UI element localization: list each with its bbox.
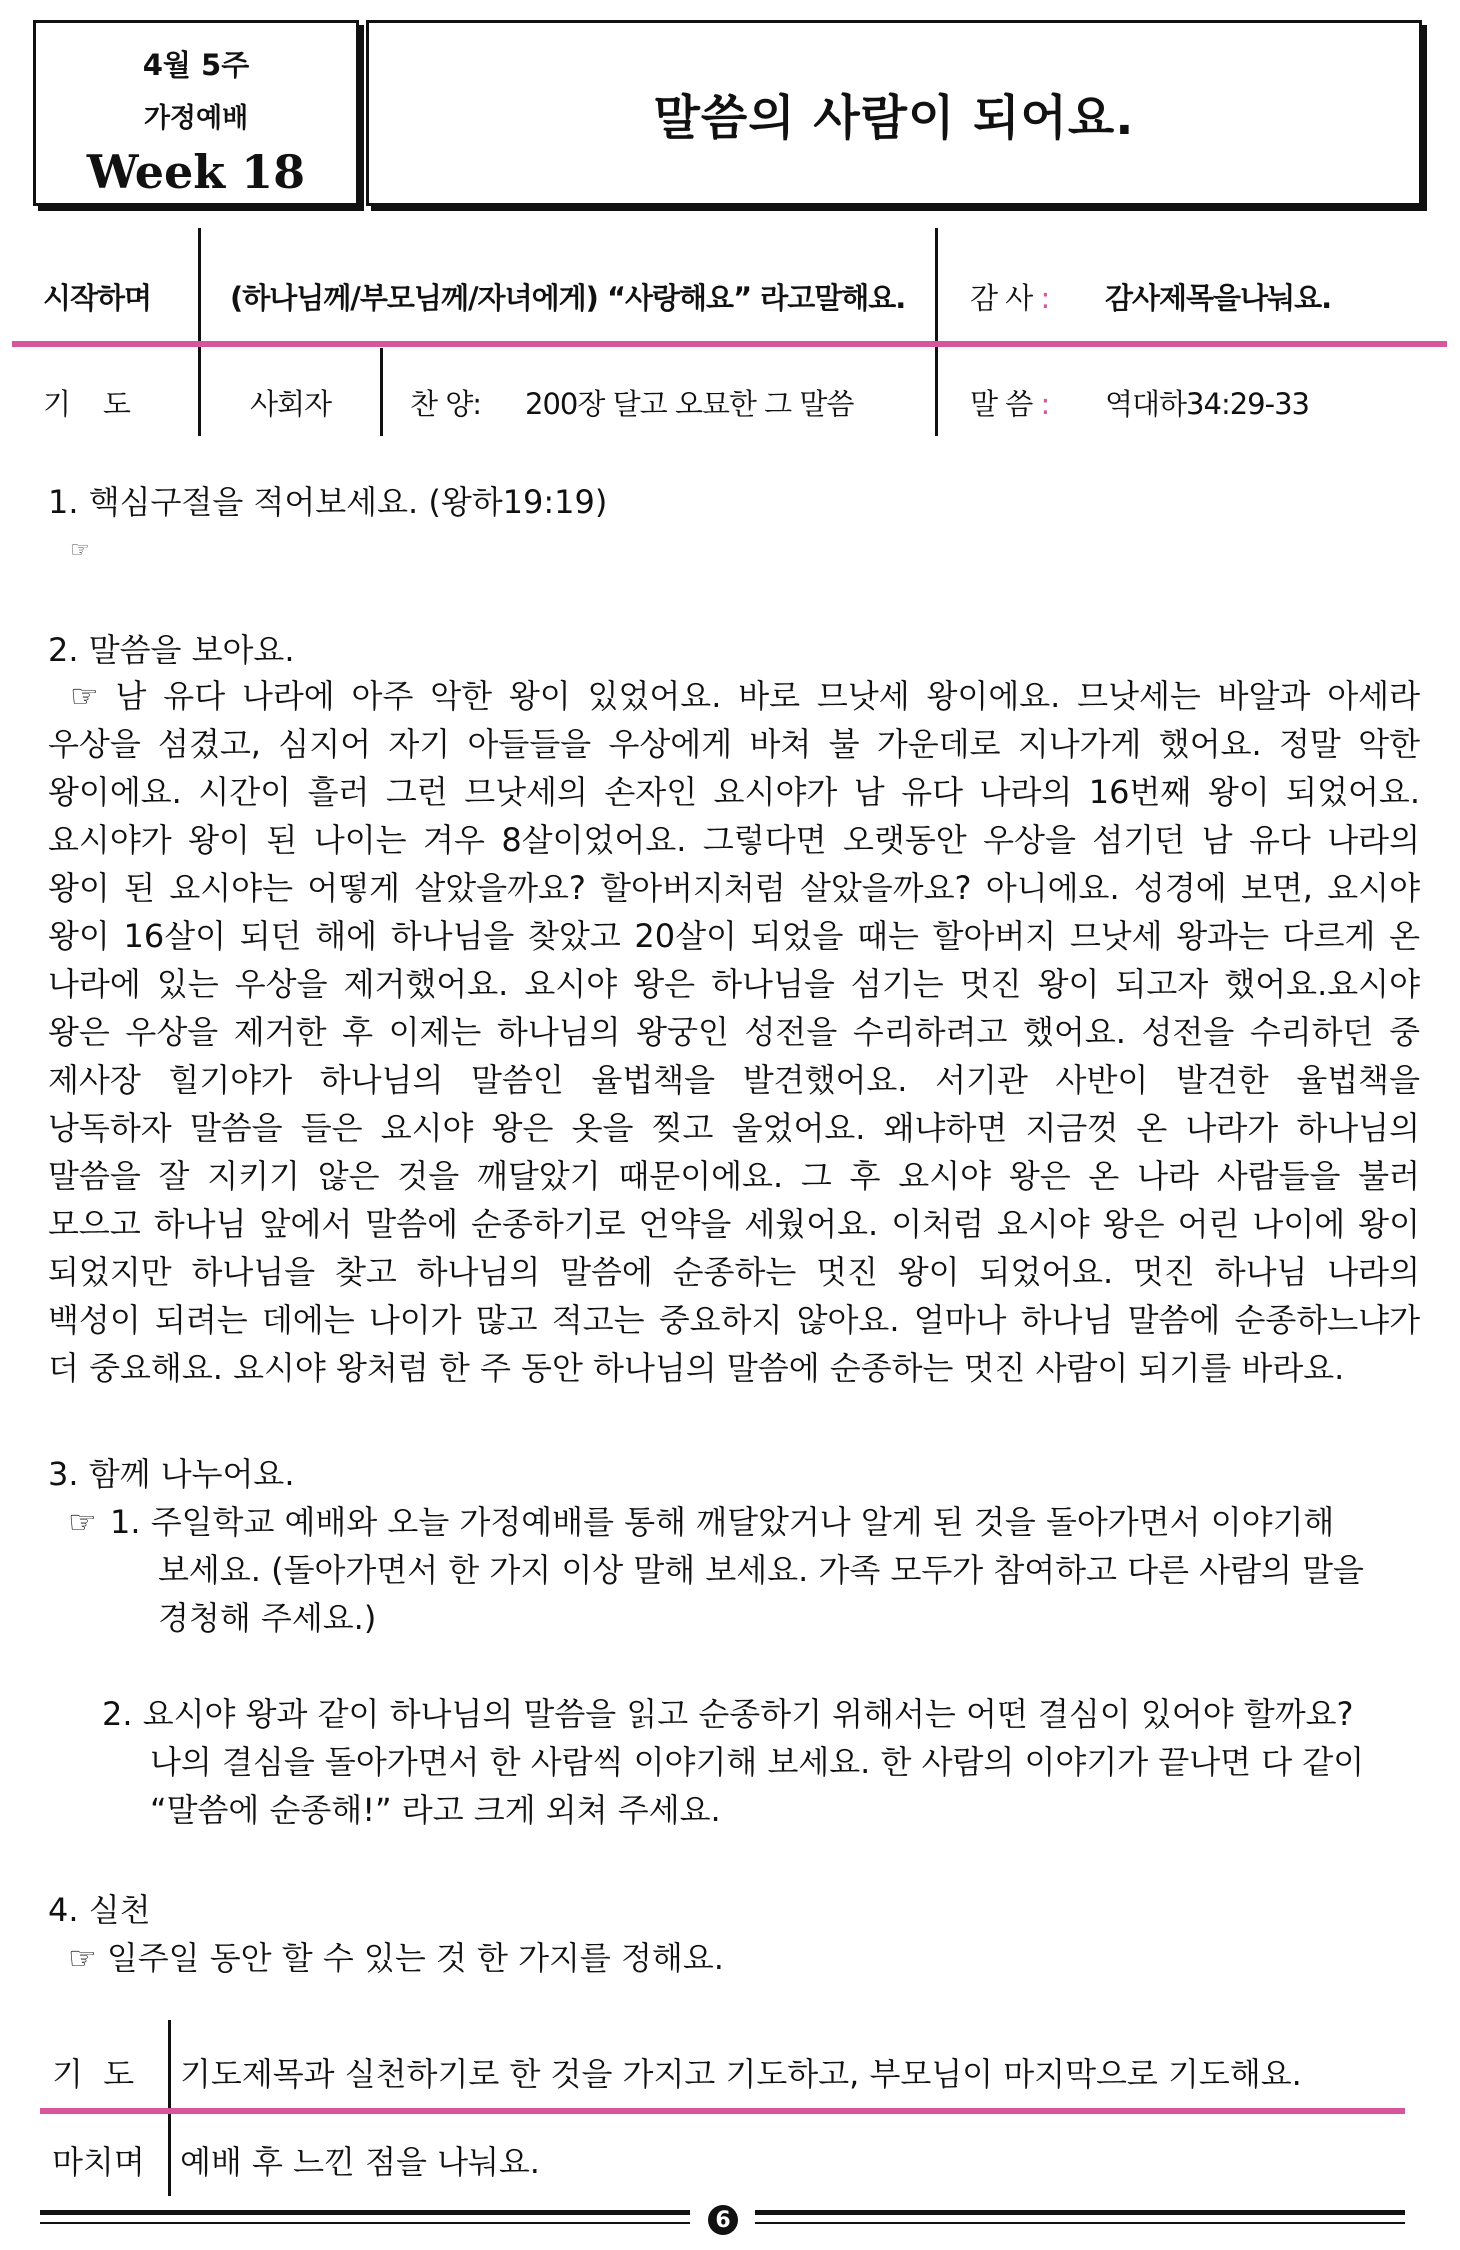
story-line: 백성이 되려는 데에는 나이가 많고 적고는 중요하지 않아요. 얼마나 하나님 말씀에 순종하느냐가 [48,1301,1420,1339]
question-line: 1. 주일학교 예배와 오늘 가정예배를 통해 깨달았거나 알게 된 것을 돌아가면서 이야기해 [110,1503,1335,1541]
story-line: 말씀을 잘 지키기 않은 것을 깨달았기 때문이에요. 그 후 요시야 왕은 온 나라 사람들을 불러 [48,1157,1420,1195]
story-line: 모으고 하나님 앞에서 말씀에 순종하기로 언약을 세웠어요. 이처럼 요시야 왕은 어린 나이에 왕이 [48,1205,1420,1243]
title-box [366,20,1422,206]
question-line: “말씀에 순종해!” 라고 크게 외쳐 주세요. [150,1791,721,1829]
section3-heading: 3. 함께 나누어요. [48,1455,295,1493]
pointer-icon: ☞ [68,1503,97,1541]
story-line: 제사장 힐기야가 하나님의 말씀인 율법책을 발견했어요. 서기관 사반이 발견한 율법책을 [48,1061,1420,1099]
story-line: 나라에 있는 우상을 제거했어요. 요시야 왕은 하나님을 섬기는 멋진 왕이 되고자 했어요.요시야 [48,965,1420,1003]
footer-rule [755,2210,1405,2215]
practice-text: ☞ 일주일 동안 할 수 있는 것 한 가지를 정해요. [68,1939,724,1977]
closing-prayer-text: 기도제목과 실천하기로 한 것을 가지고 기도하고, 부모님이 마지막으로 기도해요. [180,2055,1302,2093]
section2-heading: 2. 말씀을 보아요. [48,631,295,669]
leader-label: 사회자 [250,387,332,421]
closing-end-text: 예배 후 느낀 점을 나눠요. [180,2143,540,2181]
word-text: 역대하34:29-33 [1105,387,1309,421]
hymn-label: 찬 양: [410,387,482,421]
story-line: ☞ 남 유다 나라에 아주 악한 왕이 있었어요. 바로 므낫세 왕이에요. 므낫세는 바알과 아세라 [70,677,1420,715]
story-line: 왕이 된 요시야는 어떻게 살았을까요? 할아버지처럼 살았을까요? 아니에요. 성경에 보면, 요시야 [48,869,1420,907]
closing-prayer-label: 기 도 [52,2055,135,2093]
thanks-text: 감사제목을나눠요. [1105,281,1332,315]
pink-divider [40,2108,1405,2114]
service-type: 가정예배 [143,103,249,134]
prayer-label: 기 도 [43,387,130,421]
question-line: 보세요. (돌아가면서 한 가지 이상 말해 보세요. 가족 모두가 참여하고 다른 사람의 말을 [158,1551,1364,1589]
scripture-story [48,672,1420,1392]
story-line: 낭독하자 말씀을 들은 요시야 왕은 옷을 찢고 울었어요. 왜냐하면 지금껏 온 나라가 하나님의 [48,1109,1420,1147]
section4-heading: 4. 실천 [48,1891,151,1929]
footer-rule [40,2210,690,2215]
footer-rule [40,2222,690,2224]
section1-heading: 1. 핵심구절을 적어보세요. (왕하19:19) [48,483,608,521]
pointer-icon: ☞ [70,538,90,563]
story-line: 요시야가 왕이 된 나이는 겨우 8살이었어요. 그렇다면 오랫동안 우상을 섬기던 남 유다 나라의 [48,821,1420,859]
story-line: 왕은 우상을 제거한 후 이제는 하나님의 왕궁인 성전을 수리하려고 했어요. 성전을 수리하던 중 [48,1013,1420,1051]
story-line: 왕이에요. 시간이 흘러 그런 므낫세의 손자인 요시야가 남 유다 나라의 16번째 왕이 되었어요. [48,773,1420,811]
start-label: 시작하며 [43,281,152,315]
closing-end-label: 마치며 [52,2143,145,2181]
question-2 [102,1690,1364,1834]
date-box [33,20,359,206]
date-line: 4월 5주 [142,48,250,82]
table-divider [935,228,938,436]
page-title: 말씀의 사람이 되어요. [653,89,1135,146]
question-1 [110,1498,1364,1642]
hymn-text: 200장 달고 오묘한 그 말씀 [525,387,854,421]
question-line: 나의 결심을 돌아가면서 한 사람씩 이야기해 보세요. 한 사람의 이야기가 끝나면 다 같이 [150,1743,1365,1781]
story-line: 되었지만 하나님을 찾고 하나님의 말씀에 순종하는 멋진 왕이 되었어요. 멋진 하나님 나라의 [48,1253,1420,1291]
pink-divider [12,341,1447,347]
page-number: 6 [708,2205,738,2235]
thanks-label: 감 사 : [970,281,1050,315]
question-line: 경청해 주세요.) [158,1599,377,1637]
table-divider [380,348,383,436]
word-label: 말 씀 : [970,387,1050,421]
story-line: 더 중요해요. 요시야 왕처럼 한 주 동안 하나님의 말씀에 순종하는 멋진 사람이 되기를 바라요. [48,1349,1345,1387]
story-line: 우상을 섬겼고, 심지어 자기 아들들을 우상에게 바쳐 불 가운데로 지나가게 했어요. 정말 악한 [48,725,1420,763]
week-number: Week 18 [86,145,306,199]
start-text: (하나님께/부모님께/자녀에게) “사랑해요” 라고말해요. [230,281,906,315]
story-line: 왕이 16살이 되던 해에 하나님을 찾았고 20살이 되었을 때는 할아버지 므낫세 왕과는 다르게 온 [48,917,1420,955]
table-divider [198,228,201,436]
footer-rule [755,2222,1405,2224]
question-line: 2. 요시야 왕과 같이 하나님의 말씀을 읽고 순종하기 위해서는 어떤 결심이 있어야 할까요? [102,1695,1354,1733]
